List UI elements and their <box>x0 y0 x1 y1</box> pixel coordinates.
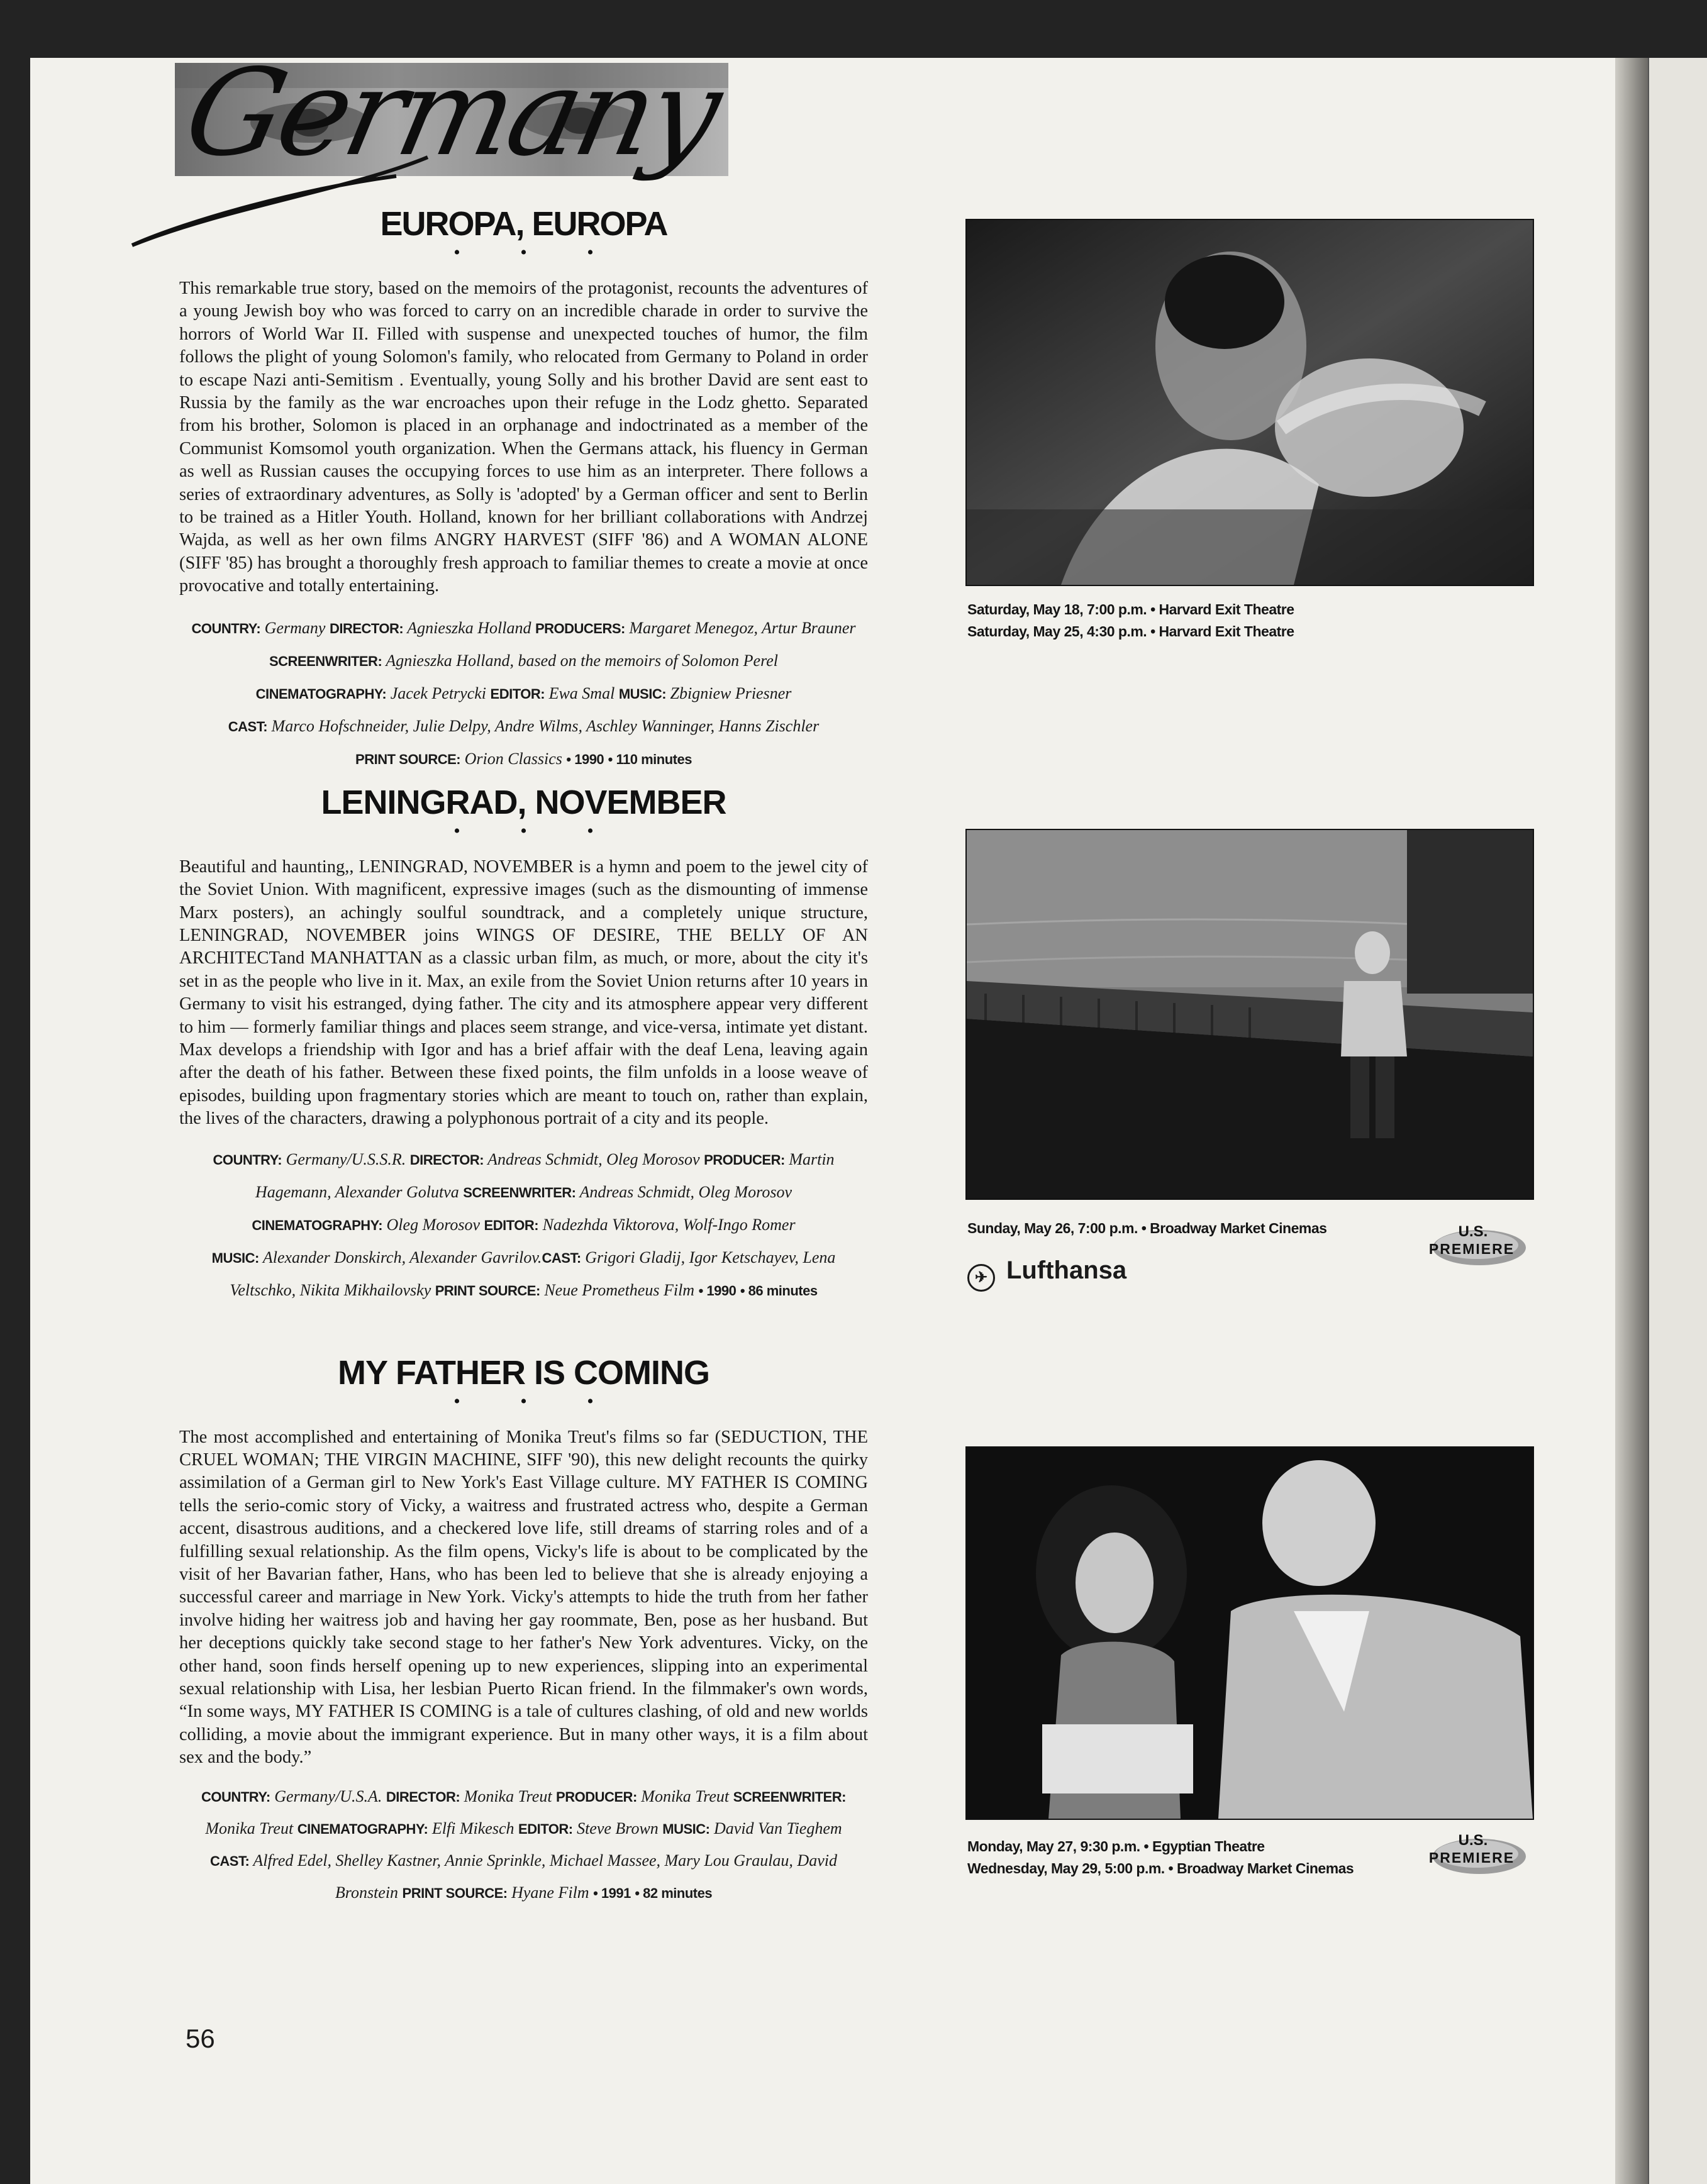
credit-value: Neue Prometheus Film <box>544 1280 695 1299</box>
credit-value: Germany/U.S.A. <box>274 1787 382 1805</box>
credit-label: COUNTRY: <box>213 1151 282 1168</box>
credit-label: PRINT SOURCE: <box>435 1282 540 1299</box>
credit-value: Orion Classics <box>464 749 562 768</box>
film-credits <box>179 1781 868 1909</box>
credit-label: DIRECTOR: <box>329 620 404 636</box>
credit-label: DIRECTOR: <box>409 1151 484 1168</box>
credit-label: MUSIC: <box>618 685 667 702</box>
film-year: • 1990 <box>566 751 604 767</box>
sponsor-name: Lufthansa <box>1006 1256 1127 1284</box>
credit-value: Germany/U.S.S.R. <box>286 1150 406 1168</box>
photo-illustration <box>967 220 1533 585</box>
credit-label: EDITOR: <box>484 1217 539 1233</box>
film-runtime: • 110 minutes <box>608 751 692 767</box>
credit-value: Grigori Gladij, Igor Ketschayev, Lena Veltschko, Nikita Mikhailovsky <box>230 1248 836 1299</box>
title-divider: • • • <box>453 820 621 841</box>
photo-illustration <box>967 1448 1533 1819</box>
credit-label: MUSIC: <box>662 1821 710 1837</box>
photo-illustration <box>967 830 1533 1199</box>
film-entry <box>179 783 868 1307</box>
film-runtime: • 82 minutes <box>635 1885 713 1901</box>
section-title: Germany <box>174 43 730 182</box>
credit-value: Germany <box>264 618 326 637</box>
screening-times <box>967 599 1294 643</box>
title-divider: • • • <box>453 242 621 263</box>
film-synopsis: The most accomplished and entertaining of Monika Treut's films so far (SEDUCTION, THE CRUEL WOMAN; THE VIRGIN MACHINE, SIFF '90), this new delight recounts the quirky assimilation of a German girl to New York's East Village culture. MY FATHER IS COMING tells the serio-comic story of Vicky, a waitress and frustrated actress who, despite a German accent, disastrous auditions, and a checkered love life, still dreams of starring roles and of a fulfilling sexual relationship. As the film opens, Vicky's life is about to be complicated by the visit of her Bavarian father, Hans, who has been led to believe that she is already enjoying a successful career and marriage in New York. Vicky's attempts to hide the truth from her father involve hiding her waitress job and having her gay roommate, Ben, pose as her husband. But her deceptions quickly take second stage to her father's New York adventures. Vicky, on the other hand, soon finds herself opening up to new experiences, slipping into an experimental sexual relationship with Lisa, her lesbian Puerto Rican friend. In the filmmaker's own words, “In some ways, MY FATHER IS COMING is a tale of cultures clashing, of old and new worlds colliding, a movie about the immigrant experience. But in many other ways, it is a film about sex and the body.” <box>179 1427 868 1768</box>
credit-value: Elfi Mikesch <box>431 1819 514 1838</box>
screening-line: Saturday, May 25, 4:30 p.m. • Harvard Exit Theatre <box>967 623 1294 640</box>
credit-value: Andreas Schmidt, Oleg Morosov <box>579 1182 792 1201</box>
screening-line: Saturday, May 18, 7:00 p.m. • Harvard Exit Theatre <box>967 601 1294 618</box>
credit-value: Monika Treut <box>464 1787 552 1805</box>
credit-value: Steve Brown <box>577 1819 659 1838</box>
credit-label: CINEMATOGRAPHY: <box>297 1821 428 1837</box>
badge-line-1: U.S. <box>1458 1832 1488 1849</box>
credit-value: Marco Hofschneider, Julie Delpy, Andre Wilms, Aschley Wanninger, Hanns Zischler <box>271 716 820 735</box>
credit-value: David Van Tieghem <box>714 1819 842 1838</box>
credit-label: CINEMATOGRAPHY: <box>255 685 387 702</box>
facing-page-edge <box>1648 58 1707 2184</box>
screening-line: Sunday, May 26, 7:00 p.m. • Broadway Market Cinemas <box>967 1220 1327 1236</box>
film-runtime: • 86 minutes <box>740 1282 818 1299</box>
credit-label: COUNTRY: <box>201 1788 270 1805</box>
credit-value: Agnieszka Holland, based on the memoirs of Solomon Perel <box>386 651 778 670</box>
credit-value: Ewa Smal <box>548 684 615 702</box>
credit-label: PRODUCER: <box>704 1151 785 1168</box>
credit-label: SCREENWRITER: <box>269 653 382 669</box>
film-entry <box>179 1353 868 1909</box>
credit-value: Nadezhda Viktorova, Wolf-Ingo Romer <box>542 1215 796 1234</box>
credit-value: Agnieszka Holland <box>407 618 531 637</box>
still-photo-my-father <box>965 1446 1534 1820</box>
lufthansa-crane-icon: ✈ <box>967 1264 995 1292</box>
credit-value: Hyane Film <box>511 1883 589 1902</box>
credit-label: EDITOR: <box>518 1821 573 1837</box>
credit-value: Oleg Morosov <box>386 1215 481 1234</box>
page-number: 56 <box>186 2024 215 2053</box>
credit-value: Martin Hagemann, Alexander Golutva <box>255 1150 835 1201</box>
credit-label: PRINT SOURCE: <box>355 751 461 767</box>
film-year: • 1990 <box>698 1282 737 1299</box>
film-credits <box>179 1143 868 1307</box>
credit-label: CINEMATOGRAPHY: <box>252 1217 383 1233</box>
credit-value: Andreas Schmidt, Oleg Morosov <box>487 1150 700 1168</box>
title-divider: • • • <box>453 1390 621 1412</box>
credit-value: Monika Treut <box>205 1819 294 1838</box>
credit-value: Margaret Menegoz, Artur Brauner <box>629 618 856 637</box>
film-synopsis: Beautiful and haunting,, LENINGRAD, NOVEMBER is a hymn and poem to the jewel city of the Soviet Union. With magnificent, expressive images (such as the dismounting of immense Marx posters), an achingly soulful soundtrack, and a completely unique structure, LENINGRAD, NOVEMBER joins WINGS OF DESIRE, THE BELLY OF AN ARCHITECTand MANHATTAN as a classic urban film, as much, or more, about the city it's set in as the people who live in it. Max, an exile from the Soviet Union returns after 10 years in Germany to visit his estranged, dying father. The city and its atmosphere appear very different to him — formerly familiar things and places seem strange, and vice-versa, intimate yet distant. Max develops a friendship with Igor and has a brief affair with the deaf Lena, leaving again after the death of his father. Between these fixed points, the film unfolds in a loose weave of episodes, building upon fragmentary stories which are meant to touch on, rather than explain, the lives of the characters, drawing a polyphonous portrait of a city and its people. <box>179 856 868 1129</box>
screening-times <box>967 1217 1326 1239</box>
badge-line-1: U.S. <box>1458 1223 1488 1240</box>
us-premiere-badge <box>1416 1824 1528 1876</box>
credit-value: Alfred Edel, Shelley Kastner, Annie Sprinkle, Michael Massee, Mary Lou Graulau, David Bronstein <box>253 1851 837 1902</box>
screening-times <box>967 1836 1354 1880</box>
credit-label: SCREENWRITER: <box>733 1788 846 1805</box>
credit-value: Alexander Donskirch, Alexander Gavrilov. <box>262 1248 542 1267</box>
credit-label: MUSIC: <box>211 1250 259 1266</box>
credit-value: Monika Treut <box>641 1787 730 1805</box>
credit-label: PRINT SOURCE: <box>402 1885 508 1901</box>
film-year: • 1991 <box>593 1885 631 1901</box>
screening-line: Wednesday, May 29, 5:00 p.m. • Broadway Market Cinemas <box>967 1860 1354 1876</box>
film-title: EUROPA, EUROPA <box>380 205 667 243</box>
credit-label: CAST: <box>228 718 268 734</box>
screening-line: Monday, May 27, 9:30 p.m. • Egyptian Theatre <box>967 1838 1265 1854</box>
credit-label: SCREENWRITER: <box>463 1184 576 1200</box>
credit-label: DIRECTOR: <box>386 1788 460 1805</box>
book-spine <box>1615 58 1648 2184</box>
credit-label: COUNTRY: <box>191 620 261 636</box>
credit-label: PRODUCERS: <box>535 620 625 636</box>
credit-value: Zbigniew Priesner <box>670 684 792 702</box>
credit-label: EDITOR: <box>490 685 545 702</box>
still-photo-leningrad <box>965 829 1534 1200</box>
sponsor-logo <box>967 1256 1126 1292</box>
text-column <box>179 204 868 1909</box>
still-photo-europa <box>965 219 1534 586</box>
film-entry <box>179 204 868 775</box>
credit-label: CAST: <box>542 1250 581 1266</box>
credit-label: PRODUCER: <box>556 1788 637 1805</box>
credit-value: Jacek Petrycki <box>390 684 487 702</box>
us-premiere-badge <box>1416 1215 1528 1268</box>
film-credits <box>179 612 868 775</box>
badge-line-2: PREMIERE <box>1428 1241 1515 1257</box>
film-title: MY FATHER IS COMING <box>337 1353 710 1392</box>
badge-line-2: PREMIERE <box>1428 1849 1515 1866</box>
credit-label: CAST: <box>210 1853 250 1869</box>
film-synopsis: This remarkable true story, based on the memoirs of the protagonist, recounts the adventures of a young Jewish boy who was forced to carry on an incredible charade in order to survive the horrors of World War II. Filled with suspense and unexpected touches of humor, the film follows the plight of young Solomon's family, who relocated from Germany to Poland in order to escape Nazi anti-Semitism . Eventually, young Solly and his brother David are sent east to Russia by the family as the war encroaches upon their refuge in the Lodz ghetto. Separated from his brother, Solomon is placed in an orphanage and indoctrinated as a member of the Communist Komsomol youth organization. When the Germans attack, his fluency in German as well as Russian causes the occupying forces to use him as an interpreter. There follows a series of extraordinary adventures, as Solly is 'adopted' by a German officer and sent to Berlin to be trained as a Hitler Youth. Holland, known for her brilliant collaborations with Andrzej Wajda, as well as her own films ANGRY HARVEST (SIFF '86) and A WOMAN ALONE (SIFF '85) has brought a thoroughly fresh approach to familiar themes to create a movie at once provocative and totally entertaining. <box>179 279 868 596</box>
film-title: LENINGRAD, NOVEMBER <box>321 783 726 821</box>
